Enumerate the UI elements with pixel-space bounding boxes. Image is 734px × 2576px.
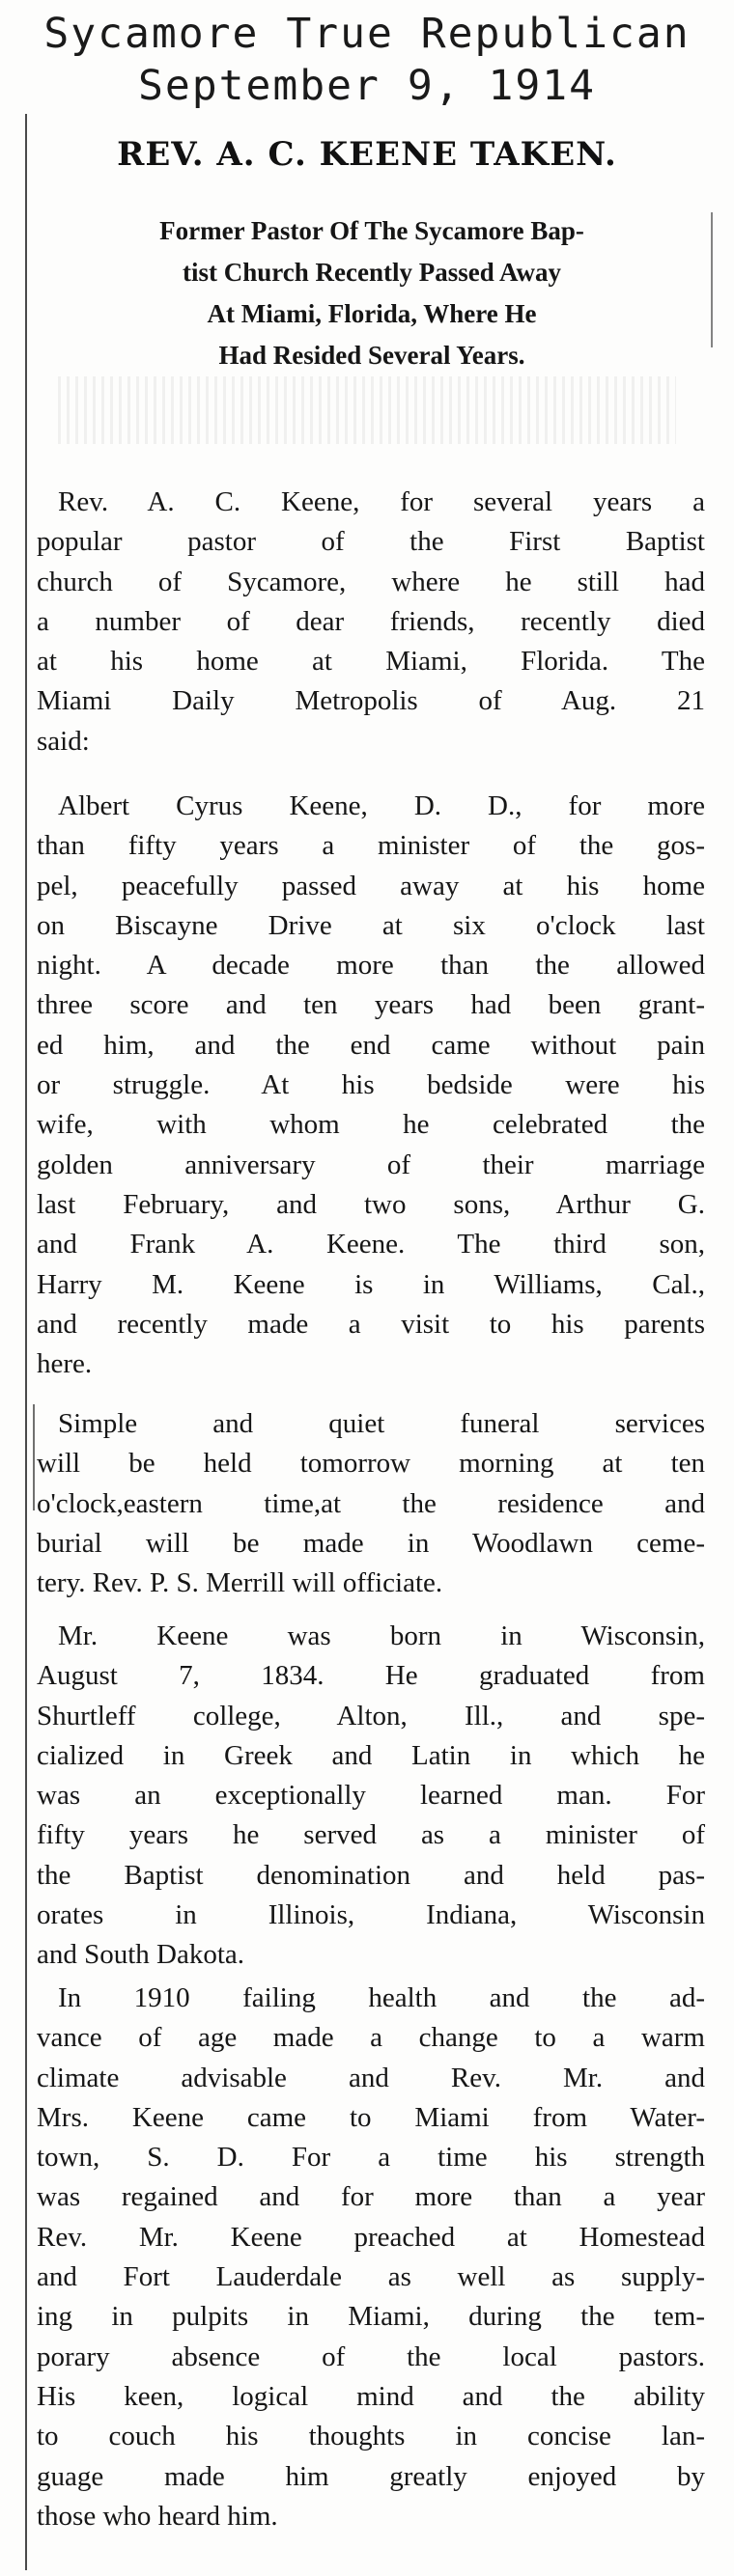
article-line: Miami Daily Metropolis of Aug. 21: [37, 685, 705, 717]
article-line: town, S. D. For a time his strength: [37, 2142, 705, 2174]
publication-date: September 9, 1914: [137, 62, 597, 110]
article-paragraph: [37, 1404, 705, 1603]
article-line: Mr. Keene was born in Wisconsin,: [58, 1620, 705, 1651]
article-line: was regained and for more than a year: [37, 2181, 705, 2213]
article-paragraph: [37, 787, 705, 1384]
article-line: Rev. A. C. Keene, for several years a: [58, 486, 705, 517]
article-line: than fifty years a minister of the gos-: [37, 830, 705, 862]
subheadline-line: At Miami, Florida, Where He: [207, 299, 537, 328]
article-line: said:: [37, 725, 90, 757]
article-line: on Biscayne Drive at six o'clock last: [37, 909, 705, 941]
publication-title: Sycamore True Republican: [43, 10, 691, 58]
article-line: to couch his thoughts in concise lan-: [37, 2421, 705, 2452]
article-line: popular pastor of the First Baptist: [37, 526, 705, 558]
article-line: ing in pulpits in Miami, during the tem-: [37, 2301, 705, 2333]
article-line: tery. Rev. P. S. Merrill will officiate.: [37, 1567, 443, 1599]
article-line: In 1910 failing health and the ad-: [58, 1982, 705, 2013]
article-line: golden anniversary of their marriage: [37, 1149, 705, 1180]
article-line: and Frank A. Keene. The third son,: [37, 1229, 705, 1260]
article-line: will be held tomorrow morning at ten: [37, 1448, 705, 1480]
column-rule: [25, 114, 27, 2570]
article-line: burial will be made in Woodlawn ceme-: [37, 1527, 705, 1559]
column-rule-right: [711, 212, 713, 347]
article-line: three score and ten years had been grant-: [37, 989, 705, 1021]
article-line: cialized in Greek and Latin in which he: [37, 1739, 705, 1771]
column-rule-mark: [33, 1404, 35, 1510]
article-paragraph: [37, 483, 705, 762]
headline: REV. A. C. KEENE TAKEN.: [117, 135, 617, 174]
article-line: and Fort Lauderdale as well as supply-: [37, 2261, 705, 2293]
article-line: and recently made a visit to his parents: [37, 1308, 705, 1340]
article-line: orates in Illinois, Indiana, Wisconsin: [37, 1899, 705, 1931]
article-line: wife, with whom he celebrated the: [37, 1109, 705, 1141]
article-line: climate advisable and Rev. Mr. and: [37, 2062, 705, 2093]
article-line: here.: [37, 1348, 93, 1380]
article-line: Albert Cyrus Keene, D. D., for more: [58, 790, 705, 821]
subheadline: [39, 210, 705, 376]
article-line: porary absence of the local pastors.: [37, 2341, 705, 2372]
article-line: or struggle. At his bedside were his: [37, 1069, 705, 1101]
article-line: His keen, logical mind and the ability: [37, 2380, 705, 2412]
article-line: fifty years he served as a minister of: [37, 1819, 705, 1851]
subheadline-line: tist Church Recently Passed Away: [183, 258, 561, 287]
article-line: was an exceptionally learned man. For: [37, 1780, 705, 1812]
article-line: Rev. Mr. Keene preached at Homestead: [37, 2221, 705, 2253]
article-line: Harry M. Keene is in Williams, Cal.,: [37, 1268, 705, 1300]
article-line: o'clock,eastern time,at the residence and: [37, 1487, 705, 1519]
article-line: Simple and quiet funeral services: [58, 1408, 705, 1439]
article-line: vance of age made a change to a warm: [37, 2022, 705, 2054]
article-line: night. A decade more than the allowed: [37, 950, 705, 982]
article-line: those who heard him.: [37, 2500, 278, 2532]
article-line: and South Dakota.: [37, 1939, 245, 1971]
subheadline-line: Had Resided Several Years.: [218, 341, 525, 370]
article-line: at his home at Miami, Florida. The: [37, 646, 705, 678]
article-line: Shurtleff college, Alton, Ill., and spe-: [37, 1700, 705, 1731]
article-line: the Baptist denomination and held pas-: [37, 1859, 705, 1891]
article-line: Mrs. Keene came to Miami from Water-: [37, 2101, 705, 2133]
article-line: last February, and two sons, Arthur G.: [37, 1188, 705, 1220]
article-paragraph: [37, 1617, 705, 1976]
subheadline-line: Former Pastor Of The Sycamore Bap-: [159, 216, 584, 245]
article-paragraph: [37, 1979, 705, 2536]
article-line: guage made him greatly enjoyed by: [37, 2460, 705, 2492]
article-line: August 7, 1834. He graduated from: [37, 1660, 705, 1692]
print-smudge: [58, 376, 676, 444]
article-line: church of Sycamore, where he still had: [37, 566, 705, 597]
article-line: a number of dear friends, recently died: [37, 605, 705, 637]
article-line: ed him, and the end came without pain: [37, 1029, 705, 1061]
article-line: pel, peacefully passed away at his home: [37, 870, 705, 901]
